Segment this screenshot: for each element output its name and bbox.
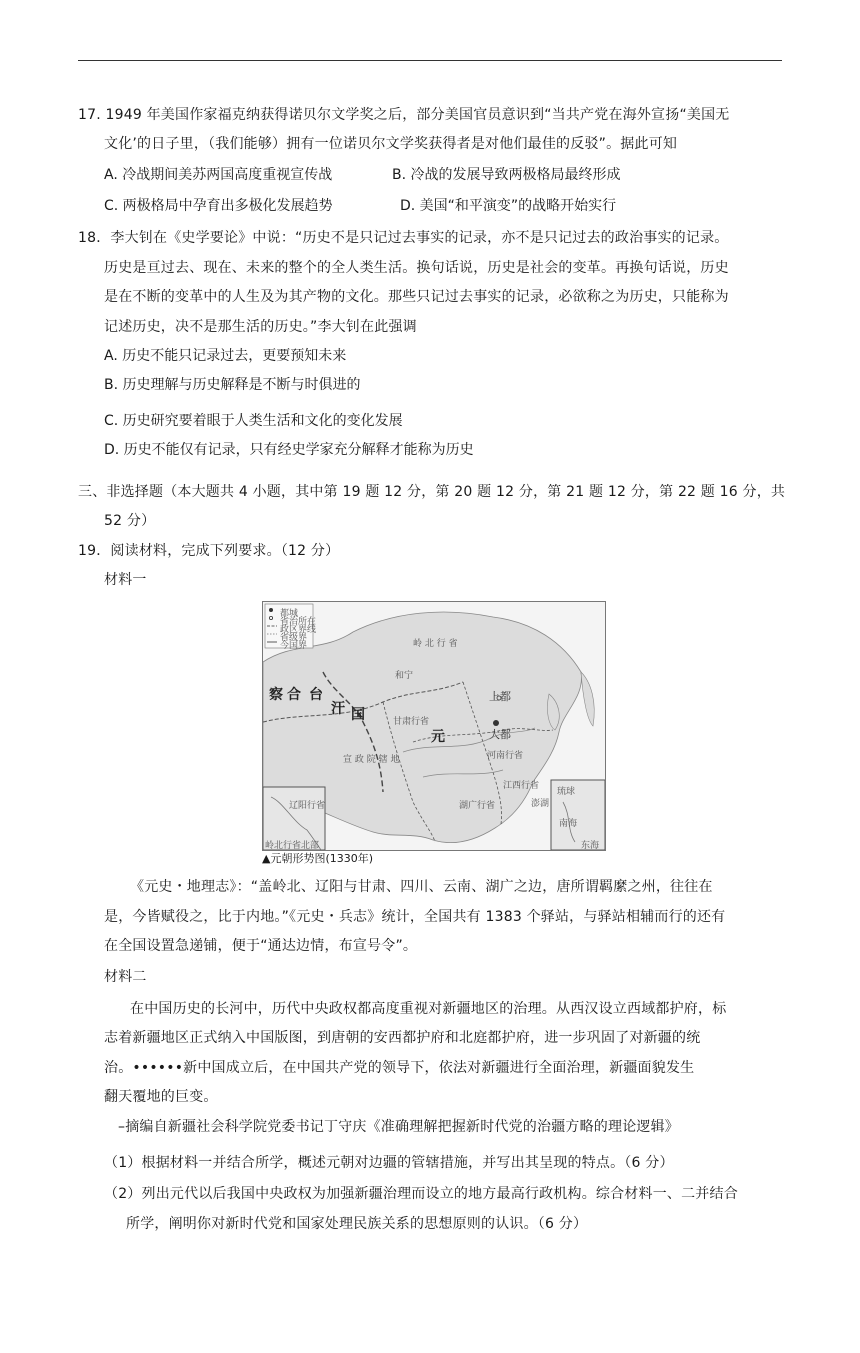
map-label-nanhai: 南海: [559, 819, 578, 829]
material2-text-line-3: 治。••••••新中国成立后，在中国共产党的领导下，依法对新疆进行全面治理，新疆面貌发生: [104, 1060, 695, 1076]
q18-line-2: 历史是亘过去、现在、未来的整个的全人类生活。换句话说，历史是社会的变革。再换句话说，历史: [104, 260, 729, 276]
map-label-chahetai-1: 察: [269, 687, 283, 703]
material1-text-line-3: 在全国设置急递铺，便于“通达边情，布宣号令”。: [104, 938, 418, 954]
map-label-chahetai-3: 台: [309, 687, 323, 703]
q17-option-c: C. 两极格局中孕育出多极化发展趋势: [104, 198, 333, 214]
q18-option-b: B. 历史理解与历史解释是不断与时俱进的: [104, 377, 361, 393]
map-label-liaoyang: 辽阳行省: [289, 801, 326, 811]
q18-option-c: C. 历史研究要着眼于人类生活和文化的变化发展: [104, 413, 403, 429]
legend-item-modern-border: 今国界: [280, 641, 308, 651]
q18-option-a: A. 历史不能只记录过去，更要预知未来: [104, 348, 347, 364]
material2-text-line-2: 志着新疆地区正式纳入中国版图，到唐朝的安西都护府和北庭都护府，进一步巩固了对新疆的统: [104, 1030, 701, 1046]
legend-item-boundary: 政区界线: [280, 625, 317, 635]
legend-item-capital: 都城: [280, 609, 299, 619]
q19-sub-question-1: （1）根据材料一并结合所学，概述元朝对边疆的管辖措施，并写出其呈现的特点。（6 分）: [104, 1155, 674, 1171]
q17-line-1: 17. 1949 年美国作家福克纳获得诺贝尔文学奖之后，部分美国官员意识到“当共产党在海外宣扬“美国无: [78, 107, 730, 123]
q17-line-2: 文化’的日子里，（我们能够）拥有一位诺贝尔文学奖获得者是对他们最佳的反驳”。据此可知: [104, 136, 678, 152]
map-label-henan: 河南行省: [487, 751, 524, 761]
map-label-donghai: 东海: [581, 841, 600, 851]
yuan-dynasty-map: [262, 601, 606, 851]
material1-text-line-1: 《元史・地理志》：“盖岭北、辽阳与甘肃、四川、云南、湖广之边，唐所谓羁縻之州，往往在: [130, 879, 713, 895]
map-label-shangdu: 上都: [489, 690, 511, 703]
q17-option-b: B. 冷战的发展导致两极格局最终形成: [392, 167, 621, 183]
q17-option-a: A. 冷战期间美苏两国高度重视宣传战: [104, 167, 333, 183]
q18-line-1: 18．李大钊在《史学要论》中说：“历史不是只记过去事实的记录，亦不是只记过去的政治事实的记录。: [78, 230, 729, 246]
material1-text-line-2: 是，今皆赋役之，比于内地。”《元史・兵志》统计，全国共有 1383 个驿站，与驿站相辅而行的还有: [104, 909, 726, 925]
map-label-heling: 和宁: [395, 671, 414, 681]
q19-sub-question-2-line-2: 所学，阐明你对新时代党和国家处理民族关系的思想原则的认识。（6 分）: [126, 1216, 588, 1232]
material1-label: 材料一: [104, 572, 147, 588]
map-label-huguang: 湖广行省: [459, 801, 496, 811]
map-label-jiangxi: 江西行省: [503, 781, 540, 791]
q19-title: 19．阅读材料，完成下列要求。（12 分）: [78, 543, 340, 559]
q18-line-3: 是在不断的变革中的人生及为其产物的文化。那些只记过去事实的记录，必欲称之为历史，只能称为: [104, 289, 729, 305]
map-label-dadu: 大都: [489, 728, 511, 741]
legend-item-province-seat: 省治所在: [280, 617, 317, 627]
map-label-chahetai-4: 汗: [331, 701, 345, 717]
map-label-chahetai-2: 合: [287, 687, 301, 703]
map-label-yuan: 元: [431, 729, 445, 745]
legend-item-province-border: 省级界: [280, 633, 308, 643]
map-label-inset: 岭北行省北部: [265, 841, 320, 851]
material2-text-line-4: 翻天覆地的巨变。: [104, 1089, 218, 1105]
map-label-liuqiu: 琉球: [557, 787, 576, 797]
map-label-xuanzheng: 宣 政 院 辖 地: [343, 755, 400, 765]
material2-label: 材料二: [104, 969, 147, 985]
material2-text-line-1: 在中国历史的长河中，历代中央政权都高度重视对新疆地区的治理。从西汉设立西域都护府，标: [130, 1001, 727, 1017]
q17-option-d: D. 美国“和平演变”的战略开始实行: [400, 198, 617, 214]
map-label-gansu: 甘肃行省: [393, 717, 430, 727]
map-label-penghu: 澎湖: [531, 799, 550, 809]
header-rule: [78, 60, 782, 61]
section3-heading-line-1: 三、非选择题（本大题共 4 小题，其中第 19 题 12 分，第 20 题 12 分，第 21 题 12 分，第 22 题 16 分，共: [78, 484, 786, 500]
material2-source: –摘编自新疆社会科学院党委书记丁守庆《准确理解把握新时代党的治疆方略的理论逻辑》: [118, 1119, 679, 1135]
q18-option-d: D. 历史不能仅有记录，只有经史学家充分解释才能称为历史: [104, 442, 474, 458]
map-caption: ▲元朝形势图(1330年): [262, 852, 374, 865]
section3-heading-line-2: 52 分）: [104, 513, 156, 529]
q18-line-4: 记述历史，决不是那生活的历史。”李大钊在此强调: [104, 319, 417, 335]
q19-sub-question-2-line-1: （2）列出元代以后我国中央政权为加强新疆治理而设立的地方最高行政机构。综合材料一、二并结合: [104, 1186, 738, 1202]
map-label-lingbei: 岭 北 行 省: [413, 639, 458, 649]
map-label-chahetai-5: 国: [351, 707, 365, 723]
